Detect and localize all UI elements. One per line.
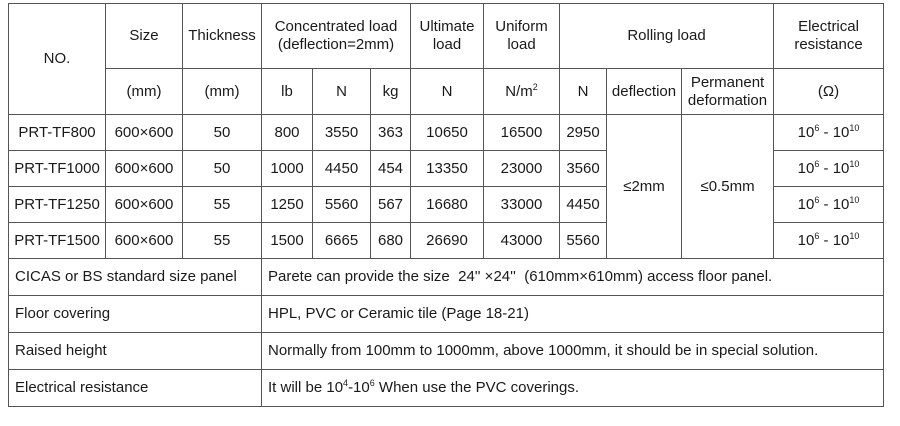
r-base: 10 bbox=[797, 195, 815, 213]
footer-row bbox=[9, 296, 884, 333]
cell-no: PRT-TF1500 bbox=[9, 223, 106, 259]
cell-uniform: 33000 bbox=[484, 187, 560, 223]
unit-ohm: (Ω) bbox=[774, 69, 884, 115]
ultimate-line2: load bbox=[432, 36, 462, 53]
cell-rolling: 3560 bbox=[560, 151, 607, 187]
ultimate-line1: Ultimate bbox=[419, 18, 475, 35]
cell-n: 5560 bbox=[313, 187, 371, 223]
unit-rolling-n: N bbox=[560, 69, 607, 115]
unit-uniform-exp: 2 bbox=[532, 81, 538, 92]
unit-thickness: (mm) bbox=[183, 69, 262, 115]
cell-uniform: 23000 bbox=[484, 151, 560, 187]
concentrated-line2: (deflection=2mm) bbox=[277, 36, 395, 53]
cell-resistance bbox=[774, 115, 884, 151]
footer-label: Floor covering bbox=[9, 296, 262, 333]
footer-value: Normally from 100mm to 1000mm, above 1000mm, it should be in special solution. bbox=[262, 333, 884, 370]
r-mid: - 10 bbox=[819, 123, 850, 141]
fv-exp1: 4 bbox=[343, 378, 349, 388]
r-base: 10 bbox=[797, 231, 815, 249]
footer-row bbox=[9, 333, 884, 370]
header-uniform-load bbox=[484, 4, 560, 69]
cell-kg: 454 bbox=[371, 151, 411, 187]
header-concentrated-load bbox=[262, 4, 411, 69]
footer-value: HPL, PVC or Ceramic tile (Page 18-21) bbox=[262, 296, 884, 333]
footer-value bbox=[262, 370, 884, 407]
units-row bbox=[9, 69, 884, 115]
footer-label: Raised height bbox=[9, 333, 262, 370]
concentrated-line1: Concentrated load bbox=[274, 18, 398, 35]
cell-rolling: 5560 bbox=[560, 223, 607, 259]
cell-thickness: 50 bbox=[183, 115, 262, 151]
unit-ultimate-n: N bbox=[411, 69, 484, 115]
unit-kg: kg bbox=[371, 69, 411, 115]
unit-lb: lb bbox=[262, 69, 313, 115]
uniform-line2: load bbox=[507, 36, 536, 53]
r-exp2: 10 bbox=[849, 194, 860, 205]
footer-row bbox=[9, 259, 884, 296]
r-mid: - 10 bbox=[819, 195, 850, 213]
header-rolling-load: Rolling load bbox=[560, 4, 774, 69]
footer-label: Electrical resistance bbox=[9, 370, 262, 407]
cell-size: 600×600 bbox=[106, 151, 183, 187]
r-exp2: 10 bbox=[849, 230, 860, 241]
uniform-line1: Uniform bbox=[495, 18, 548, 35]
r-exp1: 6 bbox=[814, 194, 820, 205]
cell-n: 4450 bbox=[313, 151, 371, 187]
header-thickness: Thickness bbox=[183, 4, 262, 69]
cell-thickness: 55 bbox=[183, 223, 262, 259]
electrical-line2: resistance bbox=[794, 36, 863, 53]
cell-size: 600×600 bbox=[106, 115, 183, 151]
r-mid: - 10 bbox=[819, 159, 850, 177]
cell-rolling: 2950 bbox=[560, 115, 607, 151]
cell-lb: 1000 bbox=[262, 151, 313, 187]
r-base: 10 bbox=[797, 159, 815, 177]
r-exp1: 6 bbox=[814, 230, 820, 241]
r-exp2: 10 bbox=[849, 122, 860, 133]
cell-kg: 363 bbox=[371, 115, 411, 151]
unit-uniform-base: N/m bbox=[505, 82, 533, 100]
cell-size: 600×600 bbox=[106, 187, 183, 223]
perm-line1: Permanent bbox=[690, 73, 765, 91]
cell-n: 6665 bbox=[313, 223, 371, 259]
unit-uniform bbox=[484, 69, 560, 115]
electrical-line1: Electrical bbox=[798, 18, 859, 35]
cell-thickness: 55 bbox=[183, 187, 262, 223]
cell-resistance bbox=[774, 151, 884, 187]
cell-lb: 1250 bbox=[262, 187, 313, 223]
cell-no: PRT-TF1000 bbox=[9, 151, 106, 187]
cell-lb: 1500 bbox=[262, 223, 313, 259]
r-exp1: 6 bbox=[814, 158, 820, 169]
header-row bbox=[9, 4, 884, 69]
r-mid: - 10 bbox=[819, 231, 850, 249]
cell-kg: 680 bbox=[371, 223, 411, 259]
perm-line2: deformation bbox=[687, 91, 768, 109]
header-no: NO. bbox=[9, 4, 106, 115]
cell-no: PRT-TF1250 bbox=[9, 187, 106, 223]
header-electrical-resistance bbox=[774, 4, 884, 69]
fv-pre: It will be 10 bbox=[268, 379, 344, 396]
fv-exp2: 6 bbox=[369, 378, 375, 388]
cell-size: 600×600 bbox=[106, 223, 183, 259]
cell-ultimate: 26690 bbox=[411, 223, 484, 259]
cell-permanent-merged: ≤0.5mm bbox=[682, 115, 774, 259]
cell-no: PRT-TF800 bbox=[9, 115, 106, 151]
cell-kg: 567 bbox=[371, 187, 411, 223]
header-size: Size bbox=[106, 4, 183, 69]
unit-permanent-deformation bbox=[682, 69, 774, 115]
cell-resistance bbox=[774, 187, 884, 223]
cell-n: 3550 bbox=[313, 115, 371, 151]
spec-table bbox=[8, 3, 884, 407]
cell-ultimate: 16680 bbox=[411, 187, 484, 223]
table-row bbox=[9, 115, 884, 151]
r-exp2: 10 bbox=[849, 158, 860, 169]
cell-uniform: 16500 bbox=[484, 115, 560, 151]
cell-ultimate: 13350 bbox=[411, 151, 484, 187]
cell-lb: 800 bbox=[262, 115, 313, 151]
cell-uniform: 43000 bbox=[484, 223, 560, 259]
unit-deflection: deflection bbox=[607, 69, 682, 115]
footer-row bbox=[9, 370, 884, 407]
footer-value: Parete can provide the size 24'' ×24'' (610mm×610mm) access floor panel. bbox=[262, 259, 884, 296]
fv-mid: -10 bbox=[348, 379, 370, 396]
r-exp1: 6 bbox=[814, 122, 820, 133]
unit-n: N bbox=[313, 69, 371, 115]
header-ultimate-load bbox=[411, 4, 484, 69]
footer-label: CICAS or BS standard size panel bbox=[9, 259, 262, 296]
cell-resistance bbox=[774, 223, 884, 259]
r-base: 10 bbox=[797, 123, 815, 141]
fv-post: When use the PVC coverings. bbox=[374, 379, 580, 396]
cell-thickness: 50 bbox=[183, 151, 262, 187]
cell-ultimate: 10650 bbox=[411, 115, 484, 151]
unit-size: (mm) bbox=[106, 69, 183, 115]
cell-rolling: 4450 bbox=[560, 187, 607, 223]
cell-deflection-merged: ≤2mm bbox=[607, 115, 682, 259]
